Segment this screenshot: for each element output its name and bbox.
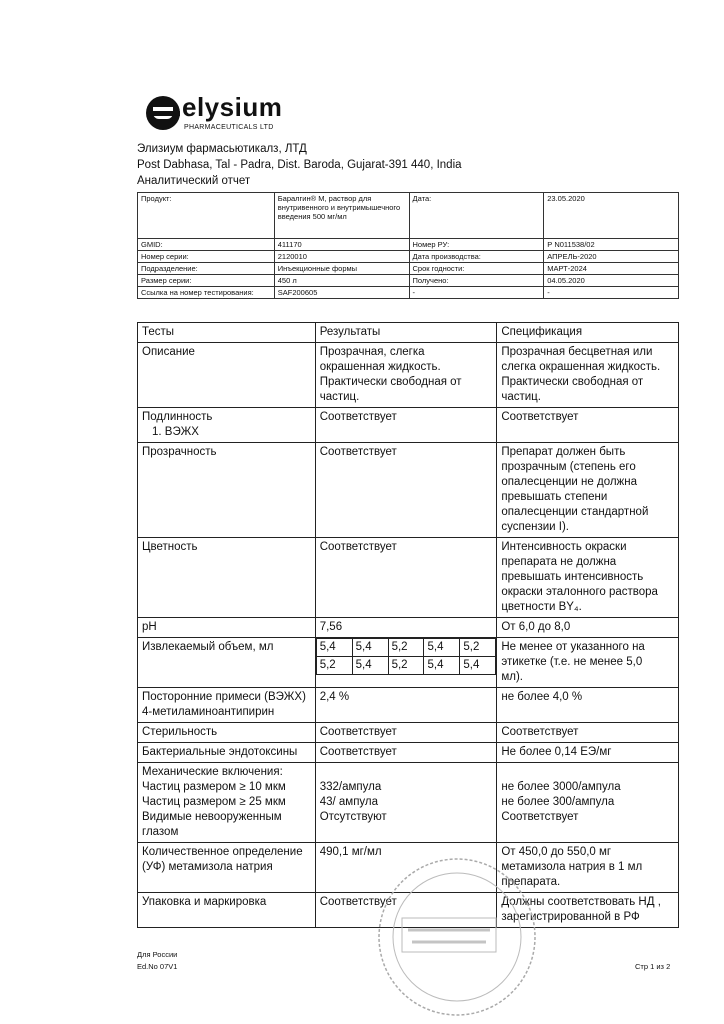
table-row: [138, 443, 679, 538]
info-label: Срок годности:: [409, 263, 544, 275]
info-label: Получено:: [409, 275, 544, 287]
table-row: [138, 263, 679, 275]
table-row: [138, 275, 679, 287]
info-value: МАРТ-2024: [544, 263, 679, 275]
test-result: Соответствует: [315, 538, 497, 618]
test-result: 490,1 мг/мл: [315, 843, 497, 893]
volume-values-grid: [316, 638, 497, 675]
test-spec: От 450,0 до 550,0 мг метамизола натрия в 1 мл препарата.: [497, 843, 679, 893]
test-name: Стерильность: [138, 723, 316, 743]
table-row: [138, 287, 679, 299]
info-value: 04.05.2020: [544, 275, 679, 287]
test-result: Прозрачная, слегка окрашенная жидкость. Практически свободная от частиц.: [315, 343, 497, 408]
table-row: [138, 618, 679, 638]
volume-value: 5,2: [316, 657, 352, 675]
test-results-table: [137, 322, 679, 928]
company-name: Элизиум фармасьютикалз, ЛТД: [137, 143, 307, 155]
test-name: Цветность: [138, 538, 316, 618]
table-header-row: [138, 323, 679, 343]
table-row: [138, 743, 679, 763]
test-spec: От 6,0 до 8,0: [497, 618, 679, 638]
test-name: Упаковка и маркировка: [138, 893, 316, 928]
test-result: [315, 638, 497, 688]
info-value: Баралгин® М, раствор для внутривенного и внутримышечного введения 500 мг/мл: [274, 193, 409, 239]
test-result: Соответствует: [315, 893, 497, 928]
test-result: 7,56: [315, 618, 497, 638]
table-row: [138, 638, 679, 688]
company-address: Post Dabhasa, Tal - Padra, Dist. Baroda, Gujarat-391 440, India: [137, 159, 462, 171]
test-name: Подлинность 1. ВЭЖХ: [138, 408, 316, 443]
info-value: 411170: [274, 239, 409, 251]
info-value: Р N011538/02: [544, 239, 679, 251]
info-label: Ссылка на номер тестирования:: [138, 287, 275, 299]
table-row: [138, 251, 679, 263]
table-row: [138, 343, 679, 408]
volume-value: 5,2: [460, 639, 496, 657]
test-name: pH: [138, 618, 316, 638]
company-logo: [146, 92, 283, 138]
test-result: Соответствует: [315, 743, 497, 763]
info-label: GMID:: [138, 239, 275, 251]
test-name: Прозрачность: [138, 443, 316, 538]
column-header: Тесты: [138, 323, 316, 343]
test-name: Механические включения: Частиц размером ≥ 10 мкм Частиц размером ≥ 25 мкм Видимые невооруженным глазом: [138, 763, 316, 843]
test-spec: Не более 0,14 ЕЭ/мг: [497, 743, 679, 763]
table-row: [138, 723, 679, 743]
info-label: -: [409, 287, 544, 299]
info-value: 23.05.2020: [544, 193, 679, 239]
test-spec: Прозрачная бесцветная или слегка окрашенная жидкость. Практически свободная от частиц.: [497, 343, 679, 408]
product-info-table: [137, 192, 679, 299]
volume-value: 5,4: [424, 639, 460, 657]
info-value: АПРЕЛЬ-2020: [544, 251, 679, 263]
info-value: Инъекционные формы: [274, 263, 409, 275]
info-label: Дата:: [409, 193, 544, 239]
footer-page-number: Стр 1 из 2: [635, 962, 671, 971]
volume-value: 5,4: [352, 657, 388, 675]
document-title: Аналитический отчет: [137, 175, 251, 187]
test-spec: не более 3000/ампула не более 300/ампула Соответствует: [497, 763, 679, 843]
test-name: Посторонние примеси (ВЭЖХ) 4-метиламиноантипирин: [138, 688, 316, 723]
volume-value: 5,4: [460, 657, 496, 675]
table-row: [138, 538, 679, 618]
info-label: Номер РУ:: [409, 239, 544, 251]
test-result: 2,4 %: [315, 688, 497, 723]
test-spec: Должны соответствовать НД , зарегистрированной в РФ: [497, 893, 679, 928]
info-value: 450 л: [274, 275, 409, 287]
volume-value: 5,2: [388, 639, 424, 657]
volume-value: 5,2: [388, 657, 424, 675]
test-result: Соответствует: [315, 443, 497, 538]
info-label: Размер серии:: [138, 275, 275, 287]
table-row: [138, 193, 679, 239]
column-header: Спецификация: [497, 323, 679, 343]
test-spec: Интенсивность окраски препарата не должна превышать интенсивность окраски эталонного раствора цветности BY₄.: [497, 538, 679, 618]
test-spec: Не менее от указанного на этикетке (т.е. не менее 5,0 мл).: [497, 638, 679, 688]
logo-subtitle: PHARMACEUTICALS LTD: [184, 124, 274, 131]
table-row: [138, 239, 679, 251]
test-spec: Препарат должен быть прозрачным (степень его опалесценции не должна превышать степени опалесценции стандартной суспензии I).: [497, 443, 679, 538]
logo-e-mark: [146, 96, 180, 130]
table-row: [138, 688, 679, 723]
table-row: [138, 408, 679, 443]
info-value: SAF200605: [274, 287, 409, 299]
volume-value: 5,4: [352, 639, 388, 657]
column-header: Результаты: [315, 323, 497, 343]
volume-value: 5,4: [316, 639, 352, 657]
footer-for: Для России: [137, 950, 178, 959]
test-result: 332/ампула 43/ ампула Отсутствуют: [315, 763, 497, 843]
company-stamp: [372, 852, 542, 1022]
info-label: Подразделение:: [138, 263, 275, 275]
logo-wordmark: elysium: [182, 92, 283, 122]
test-name: Извлекаемый объем, мл: [138, 638, 316, 688]
info-label: Дата производства:: [409, 251, 544, 263]
test-spec: Соответствует: [497, 723, 679, 743]
footer-edition: Ed.No 07V1: [137, 962, 178, 971]
info-value: -: [544, 287, 679, 299]
test-name: Описание: [138, 343, 316, 408]
test-name: Количественное определение (УФ) метамизола натрия: [138, 843, 316, 893]
table-row: [138, 763, 679, 843]
info-label: Продукт:: [138, 193, 275, 239]
test-result: Соответствует: [315, 723, 497, 743]
test-result: Соответствует: [315, 408, 497, 443]
test-spec: не более 4,0 %: [497, 688, 679, 723]
info-value: 2120010: [274, 251, 409, 263]
info-label: Номер серии:: [138, 251, 275, 263]
volume-value: 5,4: [424, 657, 460, 675]
test-name: Бактериальные эндотоксины: [138, 743, 316, 763]
test-spec: Соответствует: [497, 408, 679, 443]
